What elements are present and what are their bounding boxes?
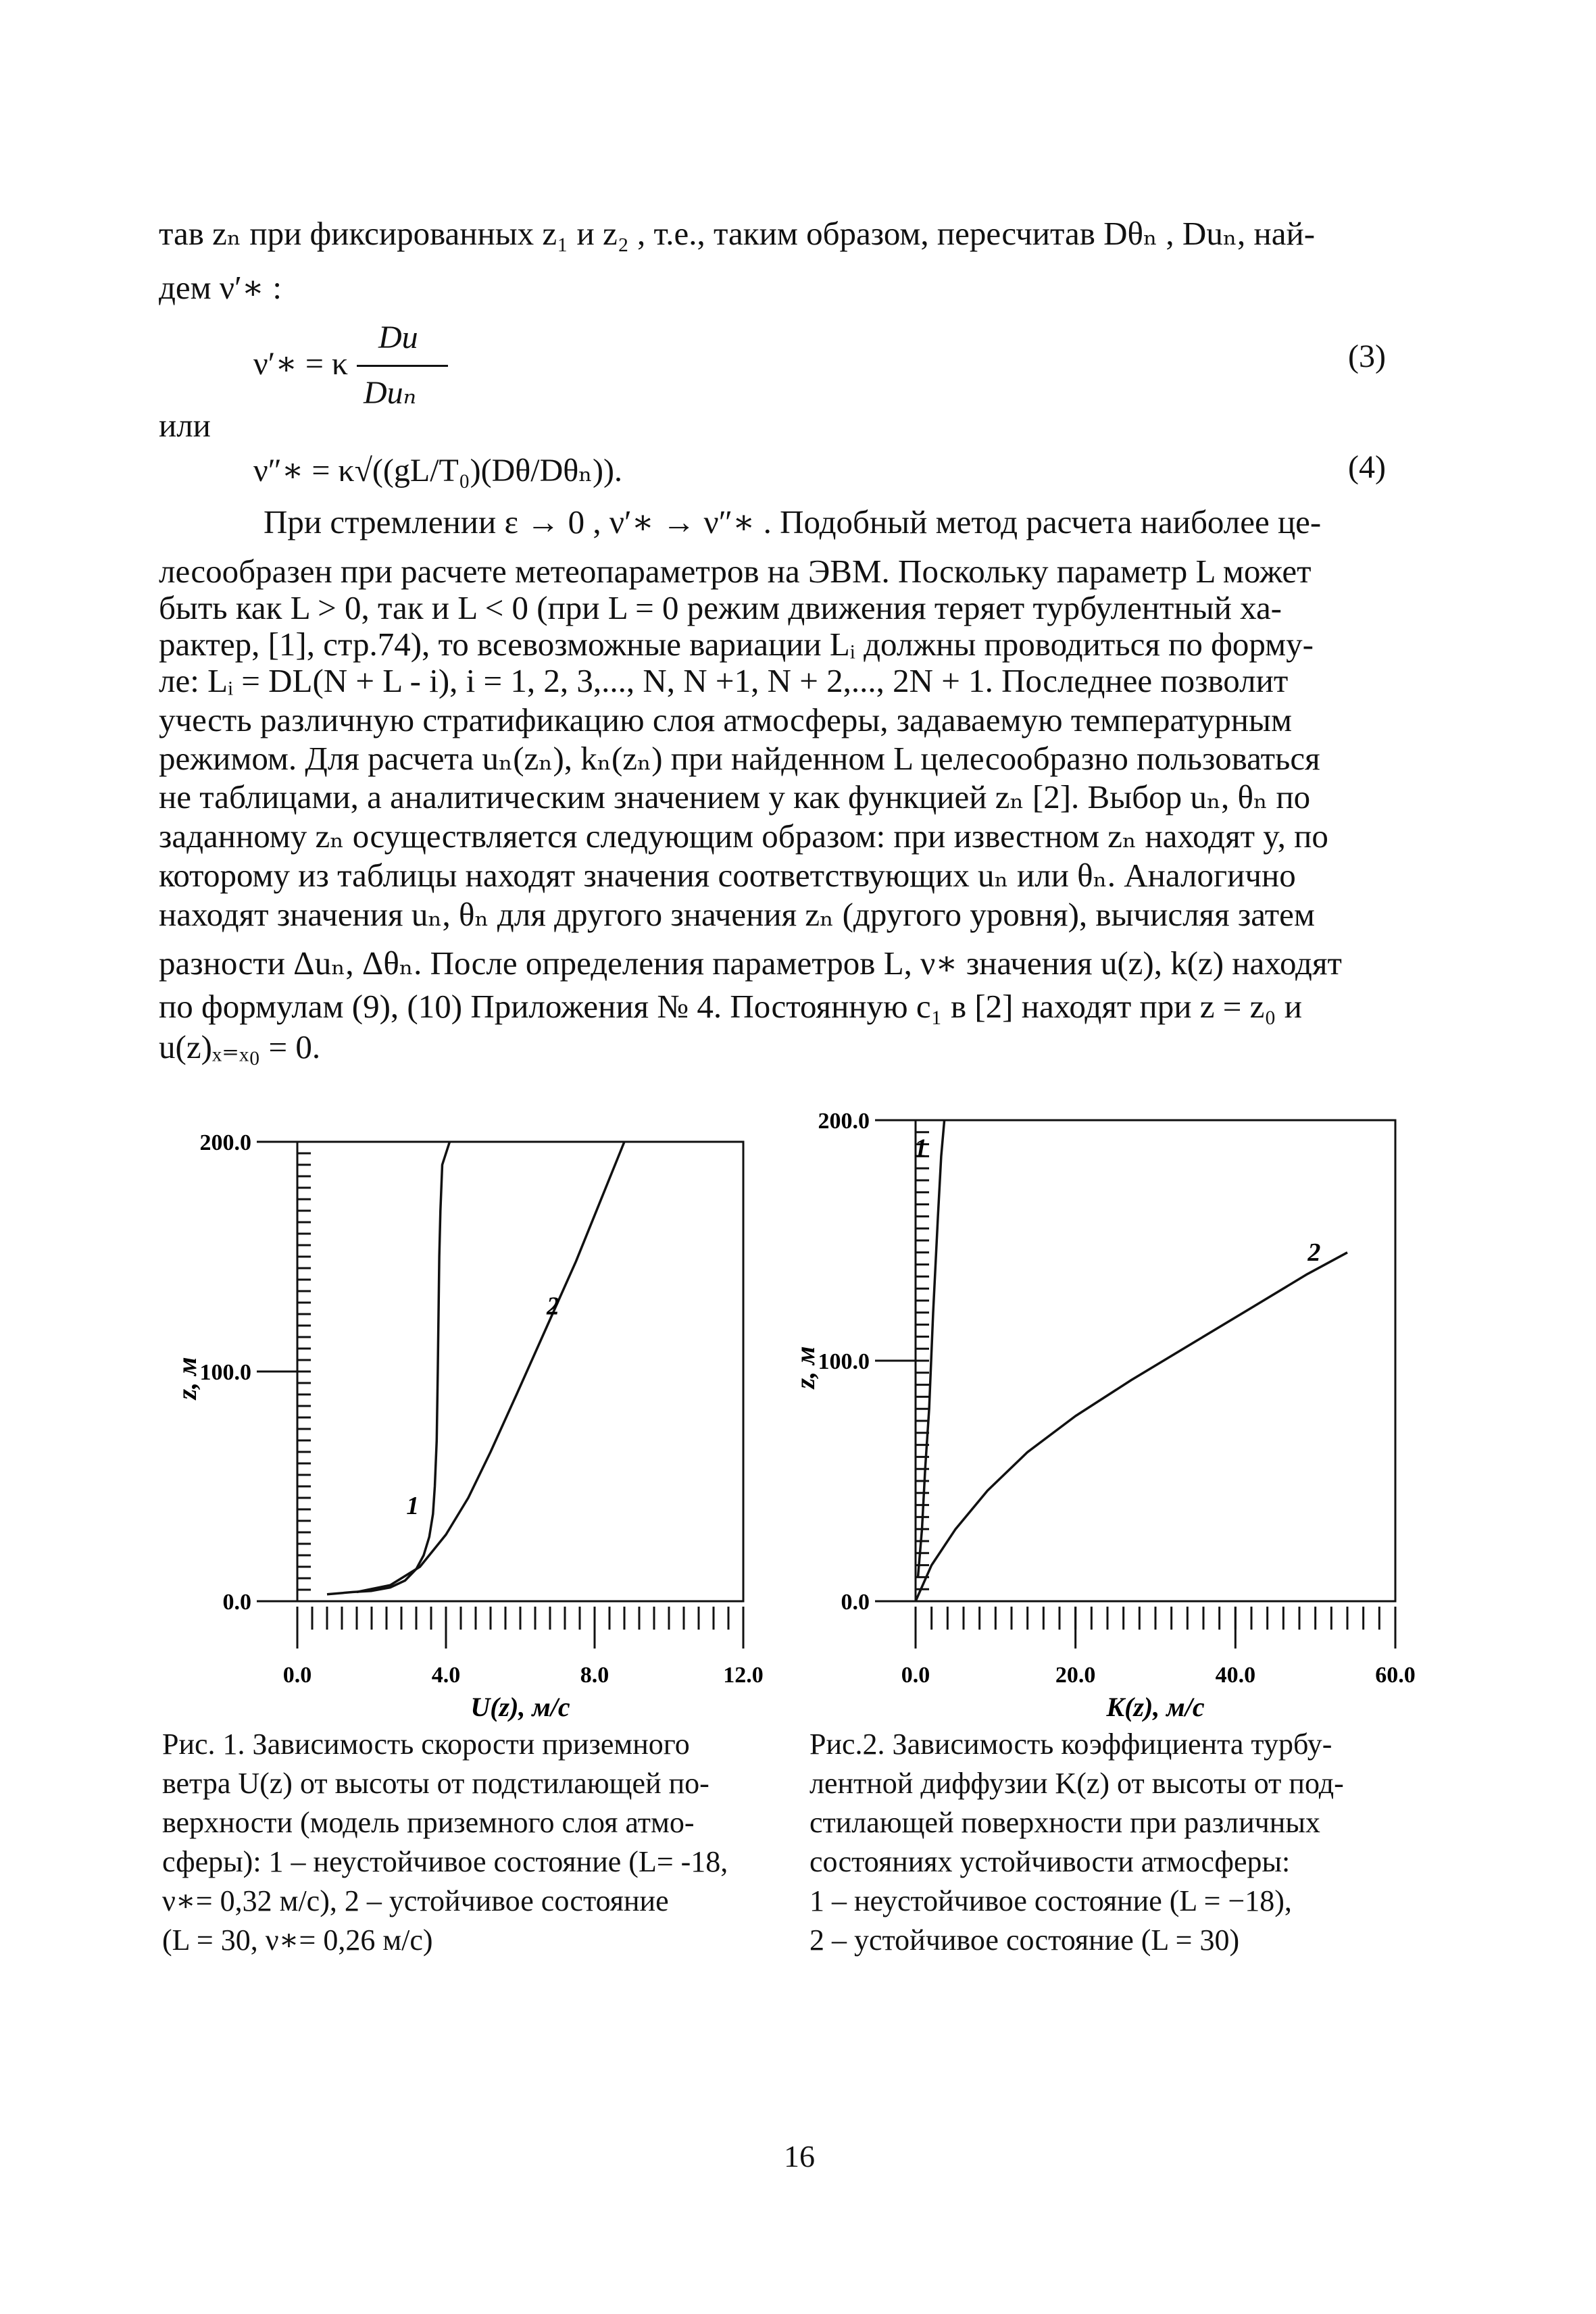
x-tick-label: 12.0 xyxy=(723,1663,764,1688)
x-tick-label: 20.0 xyxy=(1055,1663,1096,1688)
caption-line: стилающей поверхности при различных xyxy=(809,1806,1320,1839)
caption-line: ν∗= 0,32 м/с), 2 – устойчивое состояние xyxy=(162,1884,669,1917)
plot-frame xyxy=(916,1120,1395,1601)
x-tick-label: 0.0 xyxy=(901,1663,930,1688)
caption-line: верхности (модель приземного слоя атмо- xyxy=(162,1806,695,1839)
x-axis-label: K(z), м/с xyxy=(1106,1692,1205,1722)
equation-3-number: (3) xyxy=(1348,338,1386,374)
series-2-label: 2 xyxy=(1307,1238,1321,1267)
series-2-line xyxy=(357,1142,624,1592)
caption-line: лентной диффузии K(z) от высоты от под- xyxy=(809,1767,1344,1800)
x-axis-label: U(z), м/с xyxy=(470,1692,570,1722)
paragraph-line: лесообразен при расчете метеопараметров на ЭВМ. Поскольку параметр L может xyxy=(159,553,1312,590)
y-tick-label: 200.0 xyxy=(818,1109,870,1134)
paragraph-line: учесть различную стратификацию слоя атмосферы, задаваемую температурным xyxy=(159,701,1292,738)
equation-3-numerator: Du xyxy=(378,320,418,355)
paragraph-line: рактер, [1], стр.74), то всевозможные вариации Lᵢ должны проводиться по форму- xyxy=(159,626,1314,663)
caption-line: Рис.2. Зависимость коэффициента турбу- xyxy=(809,1728,1332,1761)
x-tick-label: 8.0 xyxy=(580,1663,609,1688)
paragraph-line: разности Δuₙ, Δθₙ. После определения параметров L, ν∗ значения u(z), k(z) находят xyxy=(159,945,1342,982)
connector-word: или xyxy=(159,407,211,444)
chart-figure-2 xyxy=(790,1109,1416,1722)
caption-line: ветра U(z) от высоты от подстилающей по- xyxy=(162,1767,709,1800)
plot-frame xyxy=(297,1142,743,1601)
caption-line: 2 – устойчивое состояние (L = 30) xyxy=(809,1923,1240,1957)
series-1-label: 1 xyxy=(406,1491,420,1520)
caption-line: состояниях устойчивости атмосферы: xyxy=(809,1845,1291,1878)
paragraph-top-line1: тав zₙ при фиксированных z₁ и z₂ , т.е., таким образом, пересчитав Dθₙ , Duₙ, най- xyxy=(159,215,1316,252)
paragraph-line: по формулам (9), (10) Приложения № 4. Постоянную c₁ в [2] находят при z = z₀ и xyxy=(159,988,1302,1025)
x-tick-label: 40.0 xyxy=(1215,1663,1256,1688)
paragraph-line: находят значения uₙ, θₙ для другого значения zₙ (другого уровня), вычисляя затем xyxy=(159,896,1315,933)
equation-4-number: (4) xyxy=(1348,449,1386,485)
equation-3-denominator: Duₙ xyxy=(364,375,417,411)
y-tick-label: 0.0 xyxy=(841,1590,870,1615)
paragraph-line: не таблицами, а аналитическим значением y как функцией zₙ [2]. Выбор uₙ, θₙ по xyxy=(159,778,1311,815)
series-2-label: 2 xyxy=(547,1292,559,1321)
y-axis-label: z, м xyxy=(790,1346,820,1389)
x-tick-label: 0.0 xyxy=(282,1663,312,1688)
paragraph-line: u(z)ₓ₌ₓ₀ = 0. xyxy=(159,1028,321,1065)
series-1-label: 1 xyxy=(914,1134,928,1163)
paragraph-line: которому из таблицы находят значения соответствующих uₙ или θₙ. Аналогично xyxy=(159,857,1296,894)
paragraph-line: режимом. Для расчета uₙ(zₙ), kₙ(zₙ) при найденном L целесообразно пользоваться xyxy=(159,740,1320,777)
chart-figure-1 xyxy=(172,1130,764,1722)
paragraph-line: быть как L > 0, так и L < 0 (при L = 0 режим движения теряет турбулентный ха- xyxy=(159,589,1282,626)
equation-4-text: ν″∗ = κ√((gL/T₀)(Dθ/Dθₙ)). xyxy=(253,453,622,488)
y-tick-label: 200.0 xyxy=(199,1130,251,1155)
x-tick-label: 60.0 xyxy=(1375,1663,1416,1688)
paragraph-line: заданному zₙ осуществляется следующим образом: при известном zₙ находят y, по xyxy=(159,818,1328,855)
x-tick-label: 4.0 xyxy=(431,1663,461,1688)
y-tick-label: 0.0 xyxy=(222,1590,251,1615)
y-tick-label: 100.0 xyxy=(199,1360,251,1385)
page-number: 16 xyxy=(784,2139,815,2173)
equation-3-lhs: ν′∗ = κ xyxy=(253,346,349,382)
series-1-line xyxy=(327,1142,450,1594)
caption-line: Рис. 1. Зависимость скорости приземного xyxy=(162,1728,690,1761)
caption-line: 1 – неустойчивое состояние (L = −18), xyxy=(809,1884,1292,1917)
series-2-line xyxy=(916,1253,1347,1601)
paragraph-top-line2: дем ν′∗ : xyxy=(159,269,282,306)
y-axis-label: z, м xyxy=(172,1357,202,1400)
paragraph-line: При стремлении ε → 0 , ν′∗ → ν″∗ . Подобный метод расчета наиболее це- xyxy=(264,503,1322,540)
y-tick-label: 100.0 xyxy=(818,1349,870,1374)
paragraph-line: ле: Lᵢ = DL(N + L - i), i = 1, 2, 3,..., N, N +1, N + 2,..., 2N + 1. Последнее позволит xyxy=(159,662,1289,699)
caption-line: сферы): 1 – неустойчивое состояние (L= -18, xyxy=(162,1845,728,1878)
caption-line: (L = 30, ν∗= 0,26 м/с) xyxy=(162,1923,433,1957)
